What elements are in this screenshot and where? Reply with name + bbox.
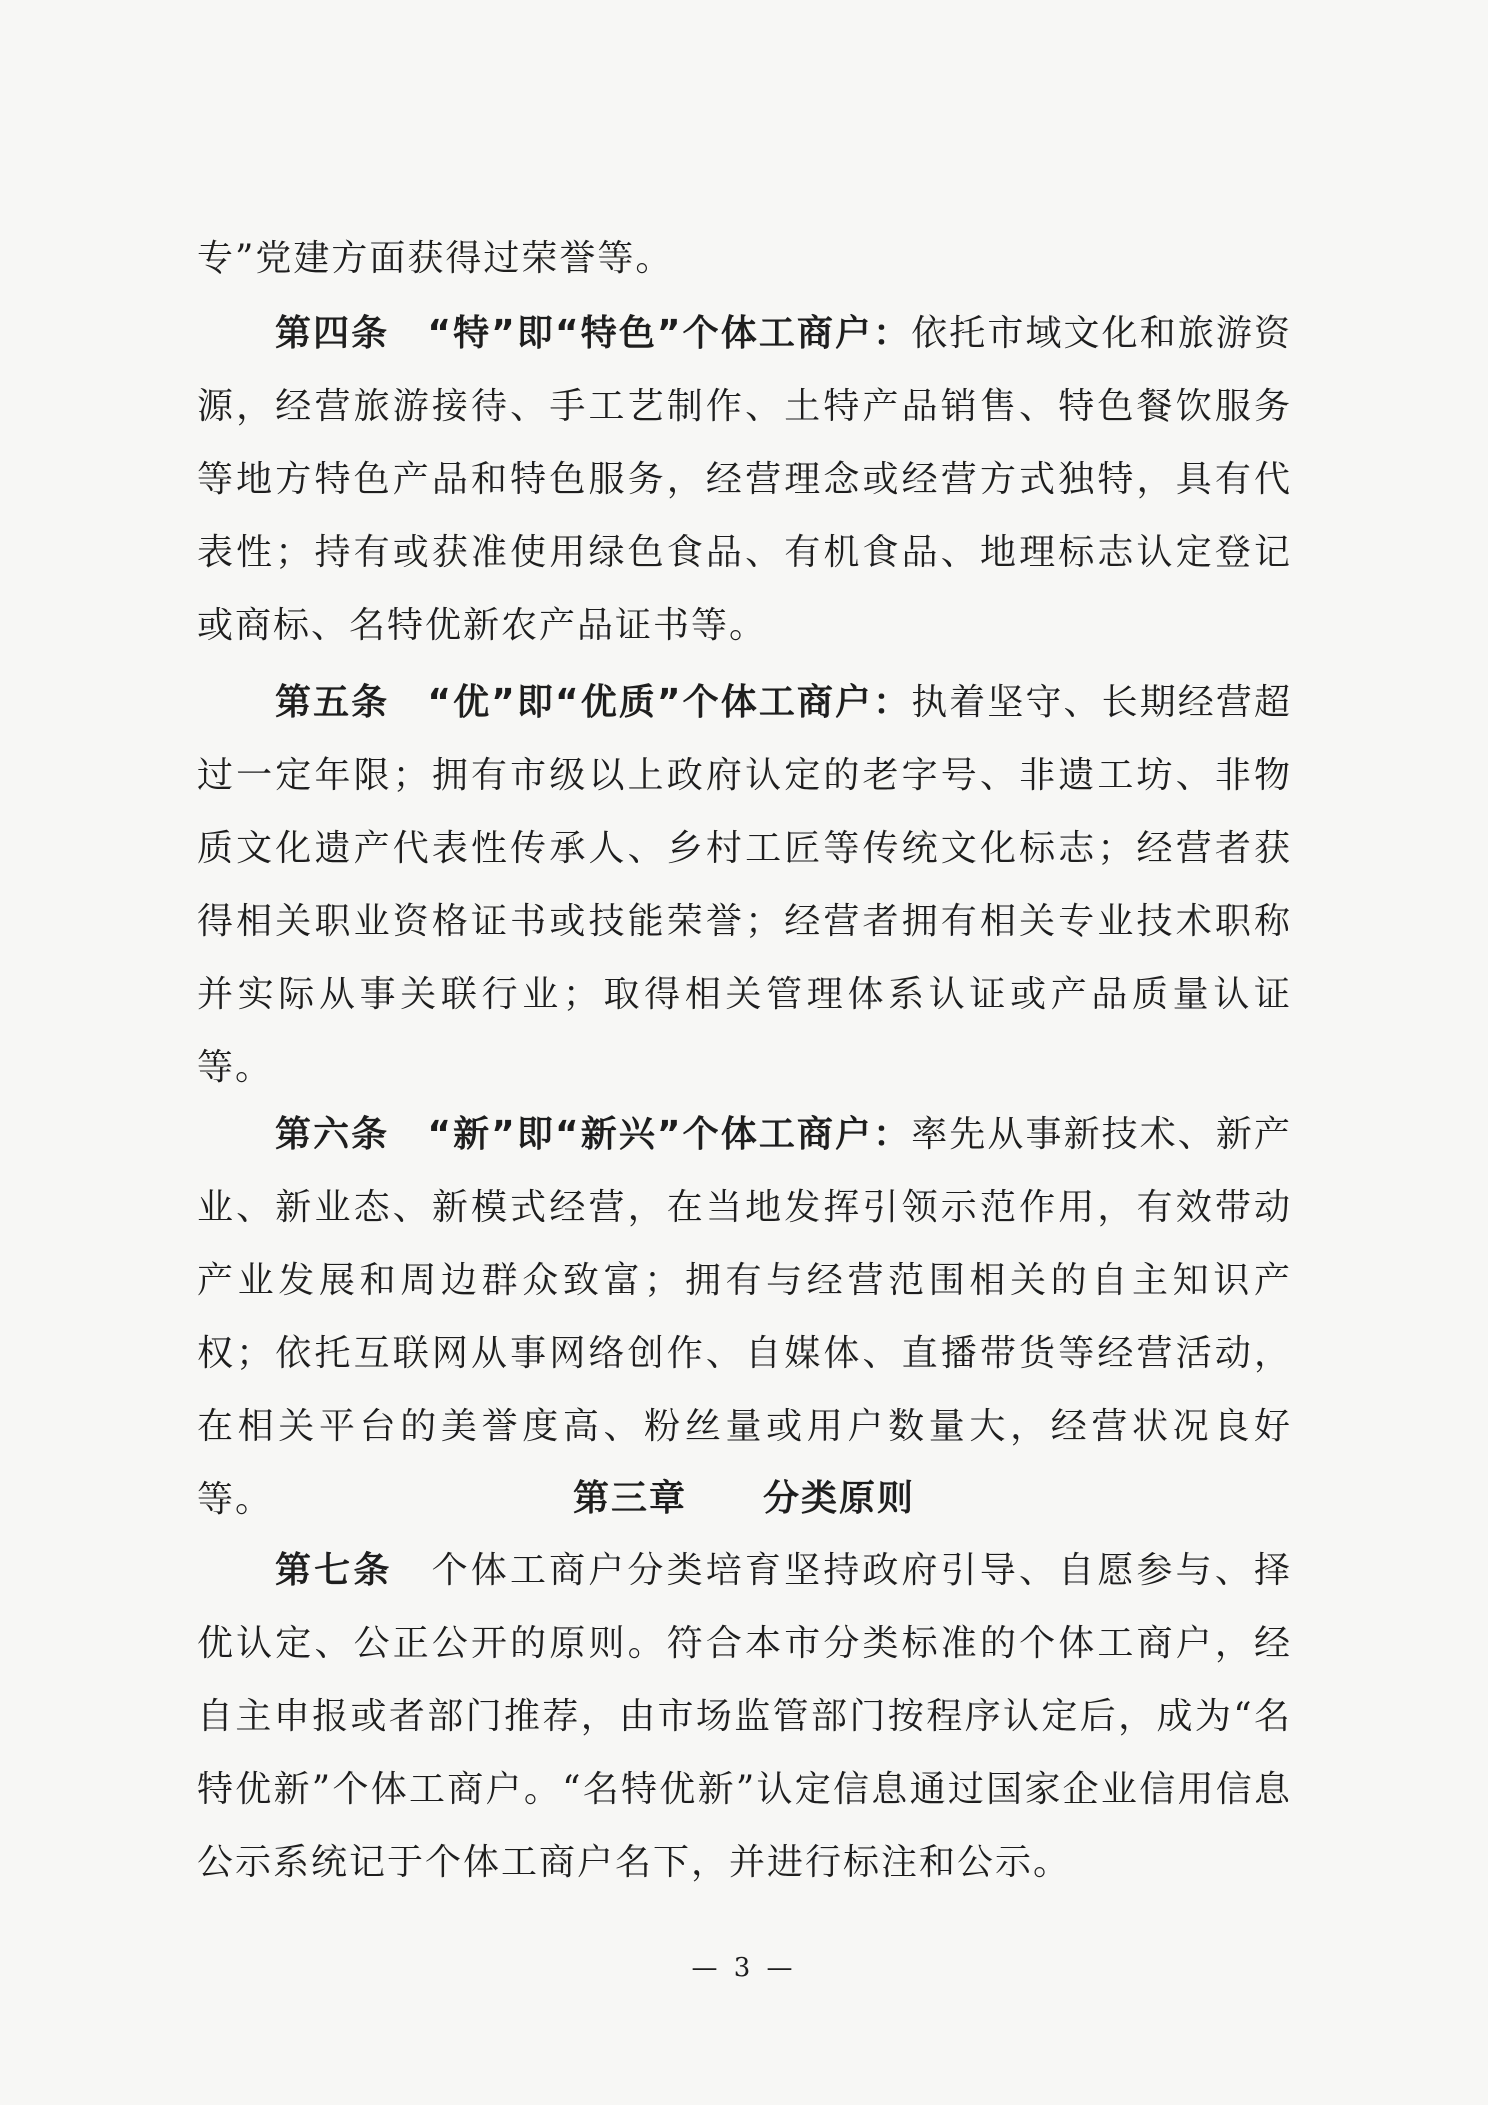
article-5-heading: 第五条 “优”即“优质”个体工商户： [275, 682, 912, 723]
chapter-title: 第三章 分类原则 [572, 1478, 915, 1519]
article-4-heading: 第四条 “特”即“特色”个体工商户： [275, 313, 912, 354]
article-7-heading: 第七条 [275, 1550, 432, 1591]
paragraph-continuation [197, 222, 1292, 295]
page-number: — 3 — [691, 1953, 797, 1983]
article-7 [197, 1534, 1292, 1899]
article-4 [197, 297, 1292, 662]
paragraph-text: 专”党建方面获得过荣誉等。 [197, 238, 674, 279]
article-5-text: 执着坚守、长期经营超过一定年限；拥有市级以上政府认定的老字号、非遗工坊、非物质文化遗产代表性传承人、乡村工匠等传统文化标志；经营者获得相关职业资格证书或技能荣誉；经营者拥有相关专业技术职称并实际从事关联行业；取得相关管理体系认证或产品质量认证等。 [197, 682, 1292, 1088]
article-4-text: 依托市域文化和旅游资源，经营旅游接待、手工艺制作、土特产品销售、特色餐饮服务等地方特色产品和特色服务，经营理念或经营方式独特，具有代表性；持有或获准使用绿色食品、有机食品、地理标志认定登记或商标、名特优新农产品证书等。 [197, 313, 1292, 646]
article-7-text: 个体工商户分类培育坚持政府引导、自愿参与、择优认定、公正公开的原则。符合本市分类标准的个体工商户，经自主申报或者部门推荐，由市场监管部门按程序认定后，成为“名特优新”个体工商户。“名特优新”认定信息通过国家企业信用信息公示系统记于个体工商户名下，并进行标注和公示。 [197, 1550, 1292, 1883]
article-5 [197, 666, 1292, 1104]
article-6-text: 率先从事新技术、新产业、新业态、新模式经营，在当地发挥引领示范作用，有效带动产业发展和周边群众致富；拥有与经营范围相关的自主知识产权；依托互联网从事网络创作、自媒体、直播带货等经营活动，在相关平台的美誉度高、粉丝量或用户数量大，经营状况良好等。 [197, 1114, 1292, 1520]
article-6-heading: 第六条 “新”即“新兴”个体工商户： [275, 1114, 912, 1155]
